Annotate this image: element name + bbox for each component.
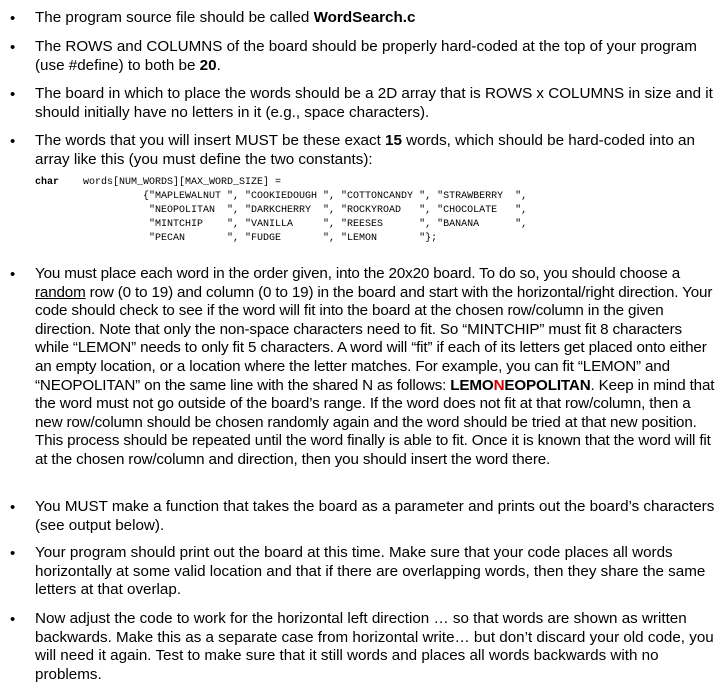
bullet-text: The ROWS and COLUMNS of the board should be properly hard-coded at the top of your program (use #define) to both be 20.: [35, 38, 697, 74]
bullet-icon: •: [10, 545, 16, 562]
random-emphasis: random: [35, 283, 86, 301]
bullet-icon: •: [10, 133, 16, 150]
bullet-text: The board in which to place the words should be a 2D array that is ROWS x COLUMNS in size and it should initially have no letters in it (e.g., space characters).: [35, 85, 713, 121]
example-shared-letter: N: [493, 376, 505, 394]
bullet-text: Now adjust the code to work for the horizontal left direction … so that words are shown as written backwards. Make this as a separate case from horizontal write… but don’t discard your old code, you will need it again. Test to make sure that it still words and places all words backwards with no problems.: [35, 610, 714, 683]
bullet-icon: •: [10, 611, 16, 628]
bullet-text: The words that you will insert MUST be these exact 15 words, which should be hard-coded into an array like this (you must define the two constants):: [35, 132, 695, 168]
code-line: "MINTCHIP ", "VANILLA ", "REESES ", "BANANA ",: [35, 219, 528, 230]
bullet-text: The program source file should be called WordSearch.c: [35, 9, 416, 26]
example-word-c: EOPOLITAN: [504, 376, 591, 394]
code-line: {"MAPLEWALNUT ", "COOKIEDOUGH ", "COTTONCANDY ", "STRAWBERRY ",: [35, 191, 528, 202]
code-declaration: words[NUM_WORDS][MAX_WORD_SIZE] =: [59, 177, 282, 188]
bullet-icon: •: [10, 499, 16, 516]
example-word-a: LEMO: [450, 376, 494, 394]
code-line: "PECAN ", "FUDGE ", "LEMON "};: [35, 233, 438, 244]
code-keyword: char: [35, 177, 60, 188]
bullet-text: You MUST make a function that takes the board as a parameter and prints out the board’s characters (see output below).: [35, 498, 715, 534]
bullet-icon: •: [10, 86, 16, 103]
bullet-icon: •: [10, 39, 16, 56]
code-line: "NEOPOLITAN ", "DARKCHERRY ", "ROCKYROAD ", "CHOCOLATE ",: [35, 205, 528, 216]
bullet-text: Your program should print out the board at this time. Make sure that your code places all words horizontally at some valid location and that if there are overlapping words, then they share the same letters at that overlap.: [35, 544, 706, 599]
bullet-icon: •: [10, 10, 16, 27]
filename: WordSearch.c: [313, 9, 416, 26]
bullet-text: You must place each word in the order given, into the 20x20 board. To do so, you should choose a random row (0 to 19) and column (0 to 19) in the board and start with the horizontal/right direction. Your code should check to see if the word will fit into the board at the chosen row/column in the given direction. Note that only the non-space characters need to fit. So “MINTCHIP” must fit 8 characters while “LEMON” needs to only fit 5 characters. A word will “fit” if each of its letters get placed onto either an empty location, or a location where the letter matches. For example, you can fit “LEMON” and “NEOPOLITAN” on the same line with the shared N as follows: LEMONEOPOLITAN. Keep in mind that the word must not go outside of the board’s range. If the word does not fit at that row/column, then a new row/column should be chosen randomly again and the word should be tried at that new position. This process should be repeated until the word finally is able to fit. Once it is known that the word will fit at the chosen row/column and direction, then you should insert the word there.: [35, 265, 715, 468]
bullet-icon: •: [10, 266, 16, 283]
